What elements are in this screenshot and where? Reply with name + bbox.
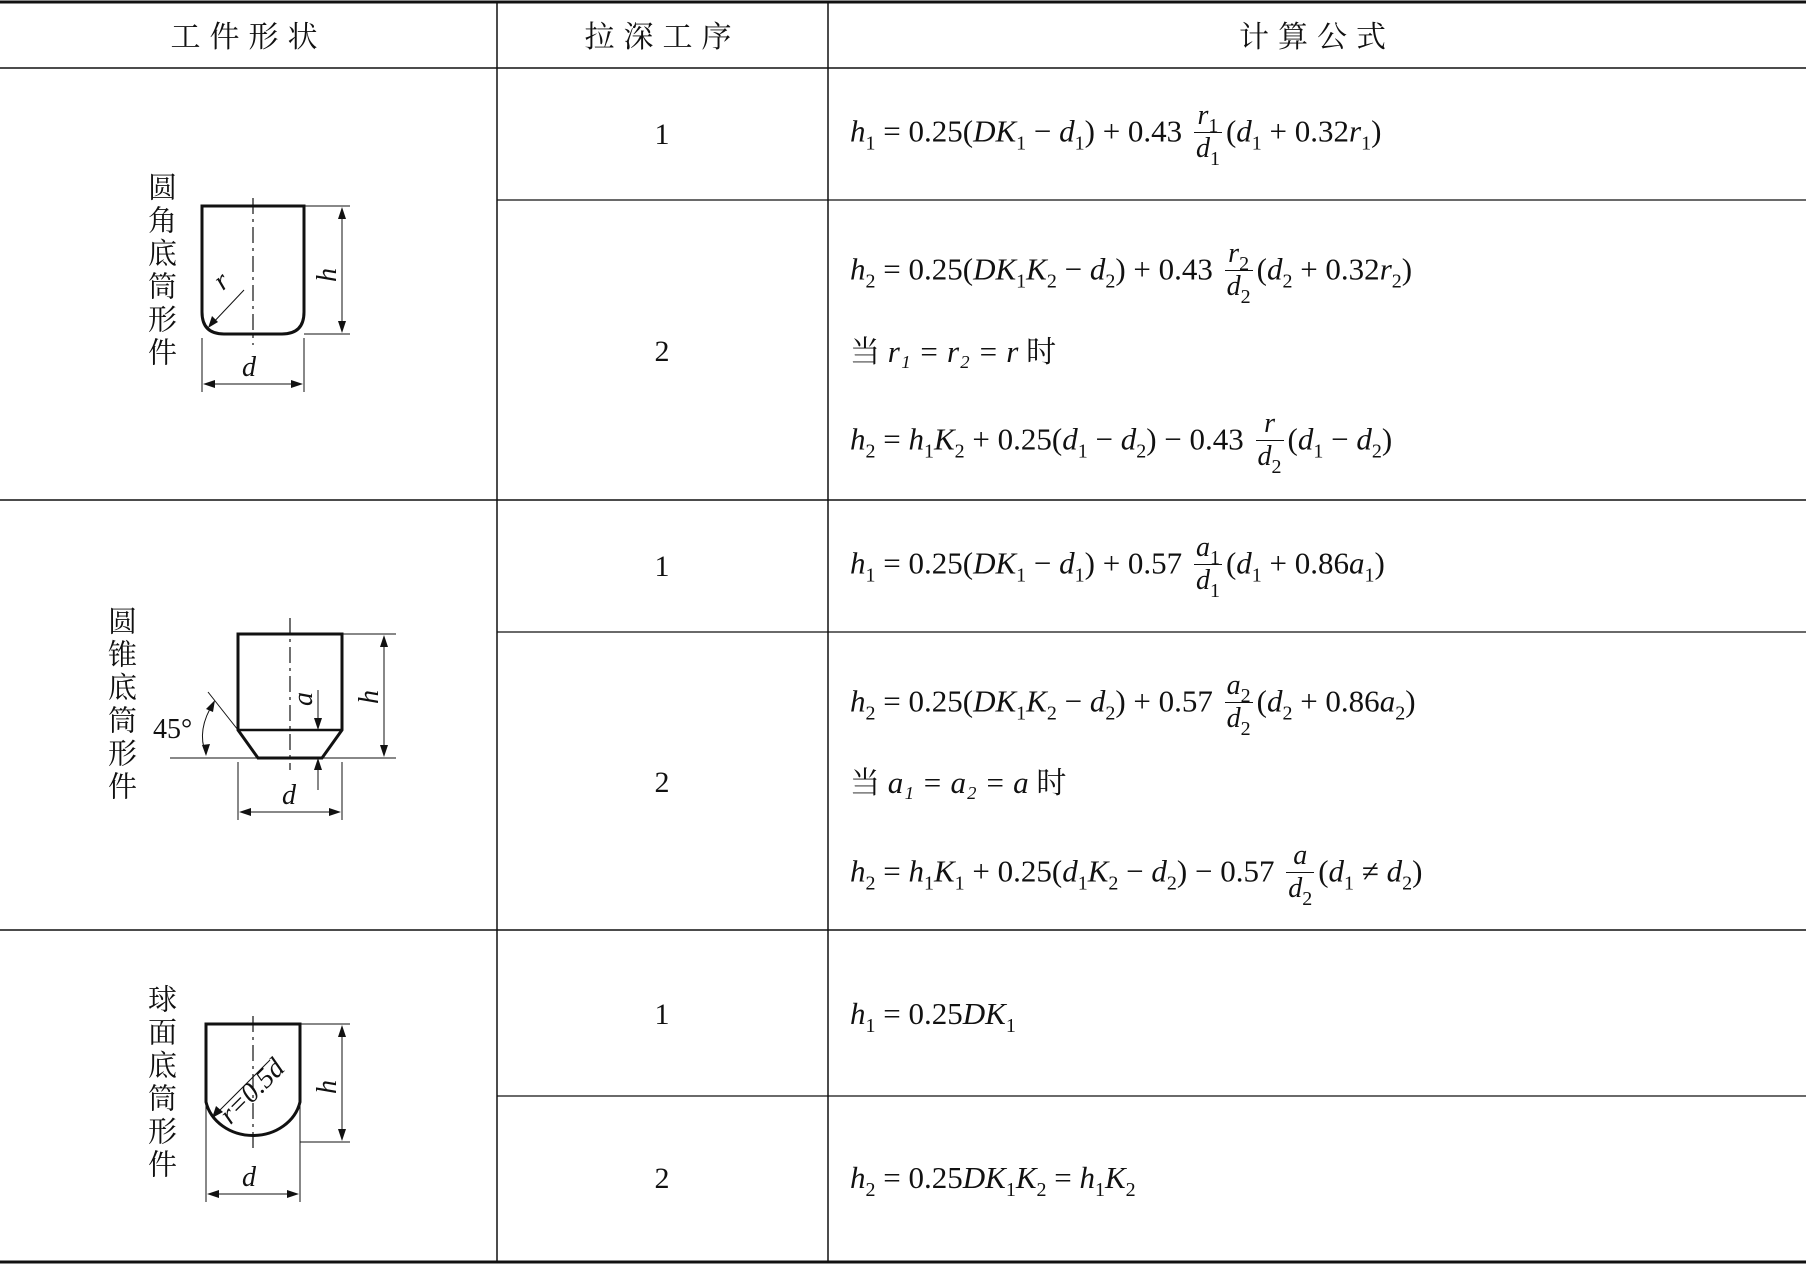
condition-conical-expr: a₁ = a₂ = a [887, 765, 1029, 800]
condition-rounded-expr: r₁ = r₂ = r [887, 334, 1019, 369]
formula-conical-stage2-simplified: $h_2 = h_1K_1 + 0.25(d_1K_2 - d_2) - 0.57$ $\frac{a}{d_2}$ $(d_1 \ne d_2)$ [850, 840, 1423, 910]
header-shape: 工件形状 [170, 20, 327, 55]
shape-label-conical: 圆锥底筒形件 [104, 606, 138, 804]
condition-conical: 当 a₁ = a₂ = a 时 [850, 765, 1067, 801]
formula-spherical-stage2: $h_2 = 0.25DK_1K_2 = h_1K_2$ [850, 1160, 1136, 1201]
stage-rounded-1: 1 [654, 118, 670, 151]
spherical-bottom-cylinder-diagram [0, 0, 497, 1265]
dim-d-conical: d [282, 780, 296, 811]
shape-label-spherical: 球面底筒形件 [144, 984, 178, 1182]
stage-rounded-2: 2 [654, 335, 670, 368]
formula-rounded-stage1: $h_1 = 0.25(DK_1 - d_1) + 0.43$ $\frac{r_1}{d_1}$ $(d_1 + 0.32r_1)$ [850, 100, 1382, 170]
shape-label-rounded: 圆角底筒形件 [144, 172, 178, 370]
formula-rounded-stage2-simplified: $h_2 = h_1K_2 + 0.25(d_1 - d_2) - 0.43$ $\frac{r}{d_2}$ $(d_1 - d_2)$ [850, 408, 1393, 478]
dim-d-spherical: d [242, 1162, 256, 1193]
dim-a-conical: a [288, 692, 319, 706]
stage-spherical-1: 1 [654, 998, 670, 1031]
dim-h-conical: h [354, 690, 385, 704]
formula-spherical-stage1: $h_1 = 0.25DK_1$ [850, 996, 1016, 1037]
dim-d-rounded: d [242, 352, 256, 383]
dim-angle-conical: 45° [153, 714, 193, 745]
header-formula: 计算公式 [1239, 20, 1395, 55]
formula-conical-stage2: $h_2 = 0.25(DK_1K_2 - d_2) + 0.57$ $\frac{a_2}{d_2}$ $(d_2 + 0.86a_2)$ [850, 670, 1416, 740]
stage-conical-2: 2 [654, 766, 670, 799]
stage-spherical-2: 2 [654, 1162, 670, 1195]
dim-h-spherical: h [312, 1080, 343, 1094]
condition-rounded: 当 r₁ = r₂ = r 时 [850, 334, 1057, 370]
stage-conical-1: 1 [654, 550, 670, 583]
formula-conical-stage1: $h_1 = 0.25(DK_1 - d_1) + 0.57$ $\frac{a_1}{d_1}$ $(d_1 + 0.86a_1)$ [850, 532, 1385, 602]
formula-rounded-stage2: $h_2 = 0.25(DK_1K_2 - d_2) + 0.43$ $\frac{r_2}{d_2}$ $(d_2 + 0.32r_2)$ [850, 238, 1413, 308]
dim-h-rounded: h [312, 268, 343, 282]
header-stage: 拉深工序 [584, 20, 741, 55]
dim-r-rounded: r [207, 265, 236, 297]
dim-r-spherical: r=0.5d [213, 1052, 292, 1131]
